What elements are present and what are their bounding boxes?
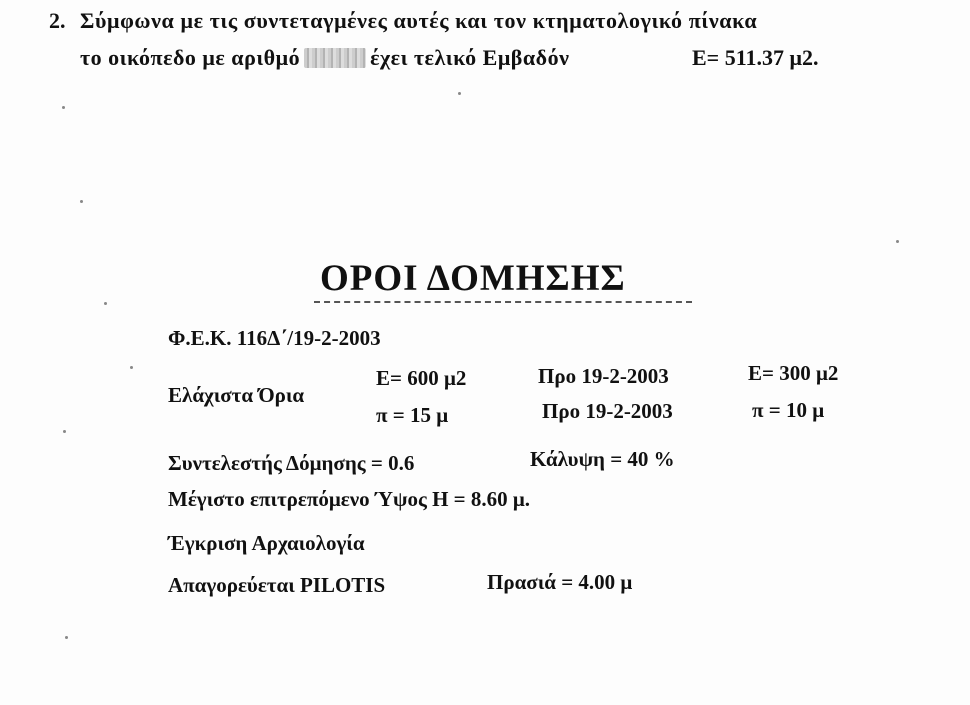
before-date-1: Προ 19-2-2003	[538, 364, 669, 388]
max-height: Μέγιστο επιτρεπόμενο Ύψος Η = 8.60 μ.	[168, 487, 531, 511]
scan-speck	[130, 366, 133, 369]
redacted-plot-number	[304, 48, 366, 68]
coverage: Κάλυψη = 40 %	[530, 447, 675, 471]
min-limits-label: Ελάχιστα Όρια	[168, 383, 305, 407]
before-date-2: Προ 19-2-2003	[542, 399, 673, 423]
scan-speck	[104, 302, 107, 305]
title-underline	[314, 301, 692, 303]
green-setback: Πρασιά = 4.00 μ	[487, 570, 633, 594]
item-number: 2.	[49, 8, 66, 33]
scan-speck	[63, 430, 66, 433]
building-coefficient: Συντελεστής Δόμησης = 0.6	[168, 451, 415, 475]
page-title: ΟΡΟΙ ΔΟΜΗΣΗΣ	[320, 258, 626, 299]
scan-speck	[62, 106, 65, 109]
scan-speck	[80, 200, 83, 203]
pilotis-prohibition: Απαγορεύεται PILOTIS	[168, 573, 386, 597]
item2-line1: Σύμφωνα με τις συντεταγμένες αυτές και τον κτηματολογικό πίνακα	[80, 8, 758, 33]
min-area-after: Ε= 600 μ2	[376, 366, 467, 390]
scan-speck	[458, 92, 461, 95]
scan-speck	[896, 240, 899, 243]
item2-line2	[80, 47, 569, 69]
fek-reference: Φ.Ε.Κ. 116Δ΄/19-2-2003	[168, 326, 381, 350]
min-area-before: Ε= 300 μ2	[748, 361, 839, 385]
item2-line2-before: το οικόπεδο με αριθμό	[80, 45, 301, 70]
min-frontage-after: π = 15 μ	[376, 403, 449, 427]
min-frontage-before: π = 10 μ	[752, 398, 825, 422]
scan-speck	[65, 636, 68, 639]
item2-line2-after: έχει τελικό Εμβαδόν	[370, 45, 570, 70]
archaeology-approval: Έγκριση Αρχαιολογία	[168, 531, 365, 555]
item2-area: Ε= 511.37 μ2.	[692, 45, 819, 70]
